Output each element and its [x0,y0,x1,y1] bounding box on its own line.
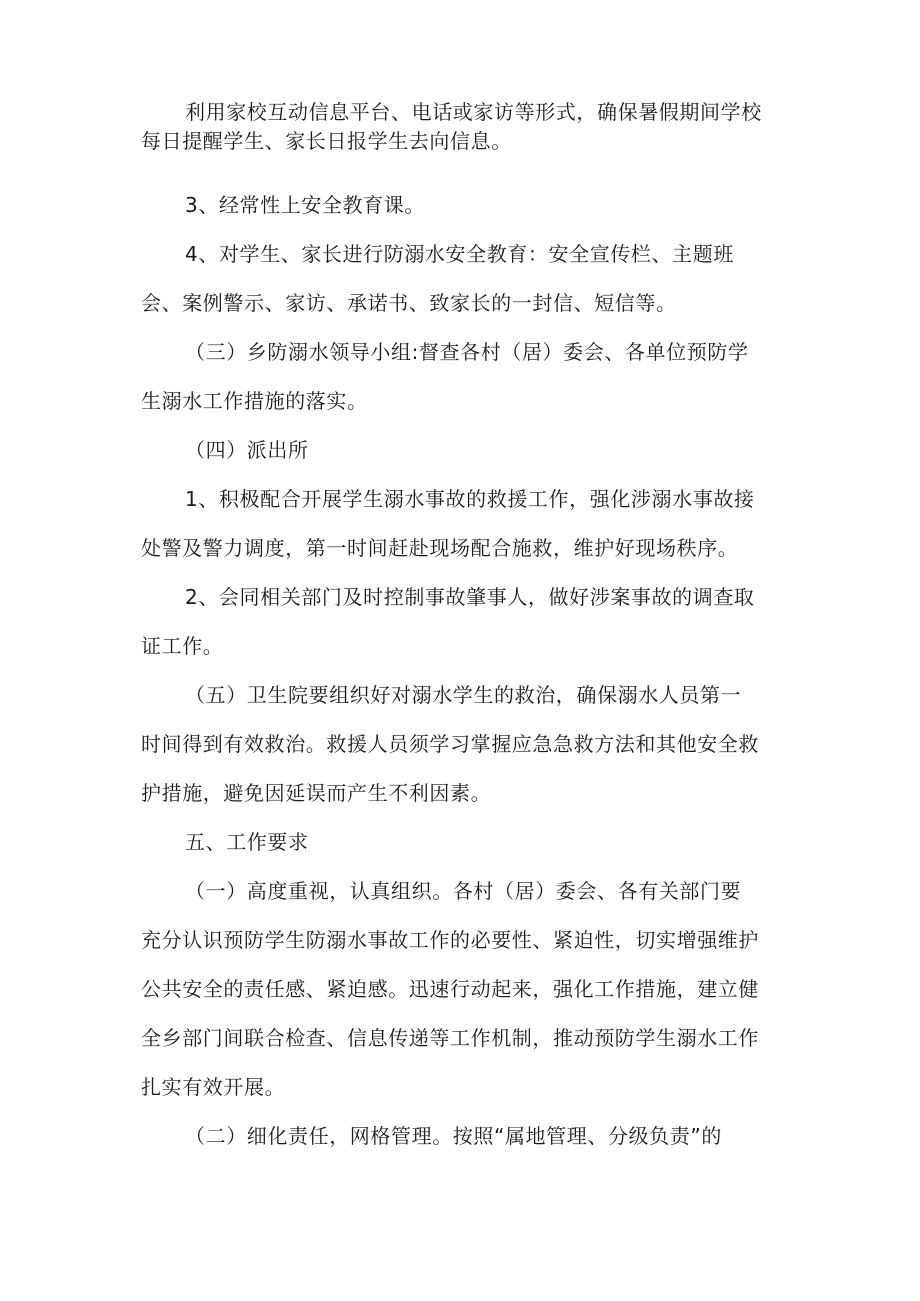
text-line: 1、积极配合开展学生溺水事故的救援工作，强化涉溺水事故接 [185,487,755,511]
text-line: 公共安全的责任感、紧迫感。迅速行动起来，强化工作措施，建立健 [141,977,759,1001]
paragraph-drowning-education [141,230,786,328]
paragraph-police-station-heading [141,426,786,475]
paragraph-health-center [141,671,786,818]
text-line: （三）乡防溺水领导小组:督查各村（居）委会、各单位预防学 [185,340,749,364]
text-line: 护措施，避免因延误而产生不利因素。 [141,781,492,805]
text-line: （一）高度重视，认真组织。各村（居）委会、各有关部门要 [185,879,742,903]
paragraph-township-leading-group [141,328,786,426]
paragraph-police-investigation [141,573,786,671]
text-line: 会、案例警示、家访、承诺书、致家长的一封信、短信等。 [141,291,677,315]
text-line: 3、经常性上安全教育课。 [185,193,425,217]
paragraph-safety-class [141,181,786,230]
text-line: 2、会同相关部门及时控制事故肇事人，做好涉案事故的调查取 [185,585,755,609]
text-line: （五）卫生院要组织好对溺水学生的救治，确保溺水人员第一 [185,683,742,707]
text-line: （四）派出所 [185,438,309,462]
section-heading-work-requirements [141,818,786,867]
paragraph-refine-responsibility [141,1112,786,1161]
text-line: 处警及警力调度，第一时间赶赴现场配合施救，维护好现场秩序。 [141,536,739,560]
document-body [141,98,786,1161]
paragraph-school-platform [141,98,786,156]
paragraph-attach-importance [141,867,786,1112]
text-line: 时间得到有效救治。救援人员须学习掌握应急急救方法和其他安全救 [141,732,759,756]
text-line: 五、工作要求 [185,830,309,854]
paragraph-police-rescue [141,475,786,573]
text-line: 证工作。 [141,634,224,658]
text-line: 全乡部门间联合检查、信息传递等工作机制，推动预防学生溺水工作 [141,1026,759,1050]
text-line: 生溺水工作措施的落实。 [141,389,368,413]
text-line: （二）细化责任，网格管理。按照“属地管理、分级负责”的 [185,1124,722,1148]
text-line: 充分认识预防学生防溺水事故工作的必要性、紧迫性，切实增强维护 [141,928,759,952]
text-line: 扎实有效开展。 [141,1075,286,1099]
text-line: 每日提醒学生、家长日报学生去向信息。 [141,129,512,153]
text-line: 利用家校互动信息平台、电话或家访等形式，确保暑假期间学校 [185,100,762,124]
text-line: 4、对学生、家长进行防溺水安全教育：安全宣传栏、主题班 [185,242,734,266]
